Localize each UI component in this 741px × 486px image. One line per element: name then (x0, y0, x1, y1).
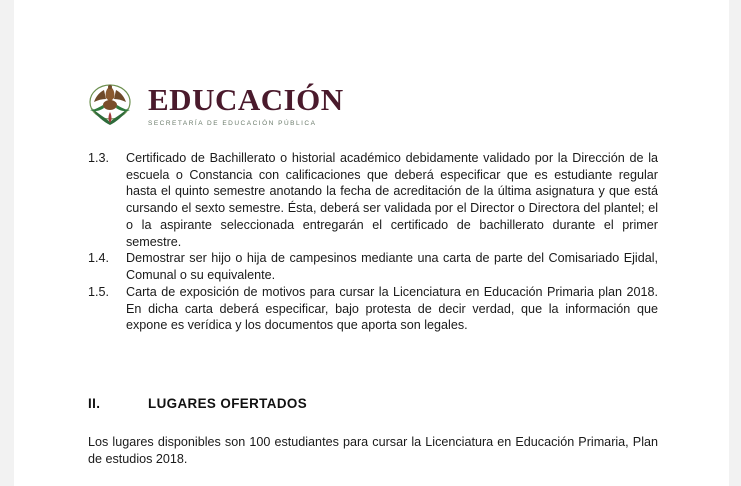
section-paragraph: Los lugares disponibles son 100 estudiantes para cursar la Licenciatura en Educación Primaria, Plan de estudios 2018. (88, 435, 658, 466)
page-right-margin (729, 0, 741, 486)
brand-subtitle: SECRETARÍA DE EDUCACIÓN PÚBLICA (148, 119, 317, 127)
list-item (88, 284, 658, 334)
list-item (88, 250, 658, 283)
list-item (88, 150, 658, 250)
brand-title: EDUCACIÓN (148, 81, 344, 117)
list-item-text: Carta de exposición de motivos para cursar la Licenciatura en Educación Primaria plan 2018. En dicha carta deberá especificar, bajo protesta de decir verdad, que la información que expone es verídica y los documentos que aporta son legales. (126, 284, 658, 333)
list-item-number: 1.5. (88, 284, 110, 299)
page-left-margin (0, 0, 14, 486)
list-item-text: Certificado de Bachillerato o historial académico debidamente validado por la Dirección de la escuela o Constancia con calificaciones que deberá especificar que es estudiante regular hasta el quinto semestre anotando la fecha de acreditación de la última asignatura y que está cursando el sexto semestre. Ésta, deberá ser validada por el Director o Directora del plantel; el o la aspirante seleccionada entregarán el certificado de bachillerato durante el primer semestre. (126, 151, 658, 249)
list-item-number: 1.4. (88, 251, 110, 266)
section-heading (88, 396, 658, 411)
brand-block (148, 82, 344, 127)
section-number: II. (88, 396, 101, 411)
document-header (82, 78, 344, 130)
list-item-number: 1.3. (88, 151, 110, 165)
mexico-eagle-seal-icon (82, 78, 138, 130)
requirements-list (88, 150, 658, 334)
list-item-text: Demostrar ser hijo o hija de campesinos mediante una carta de parte del Comisariado Ejidal, Comunal o su equivalente. (126, 251, 658, 283)
section-title: LUGARES OFERTADOS (148, 396, 308, 411)
